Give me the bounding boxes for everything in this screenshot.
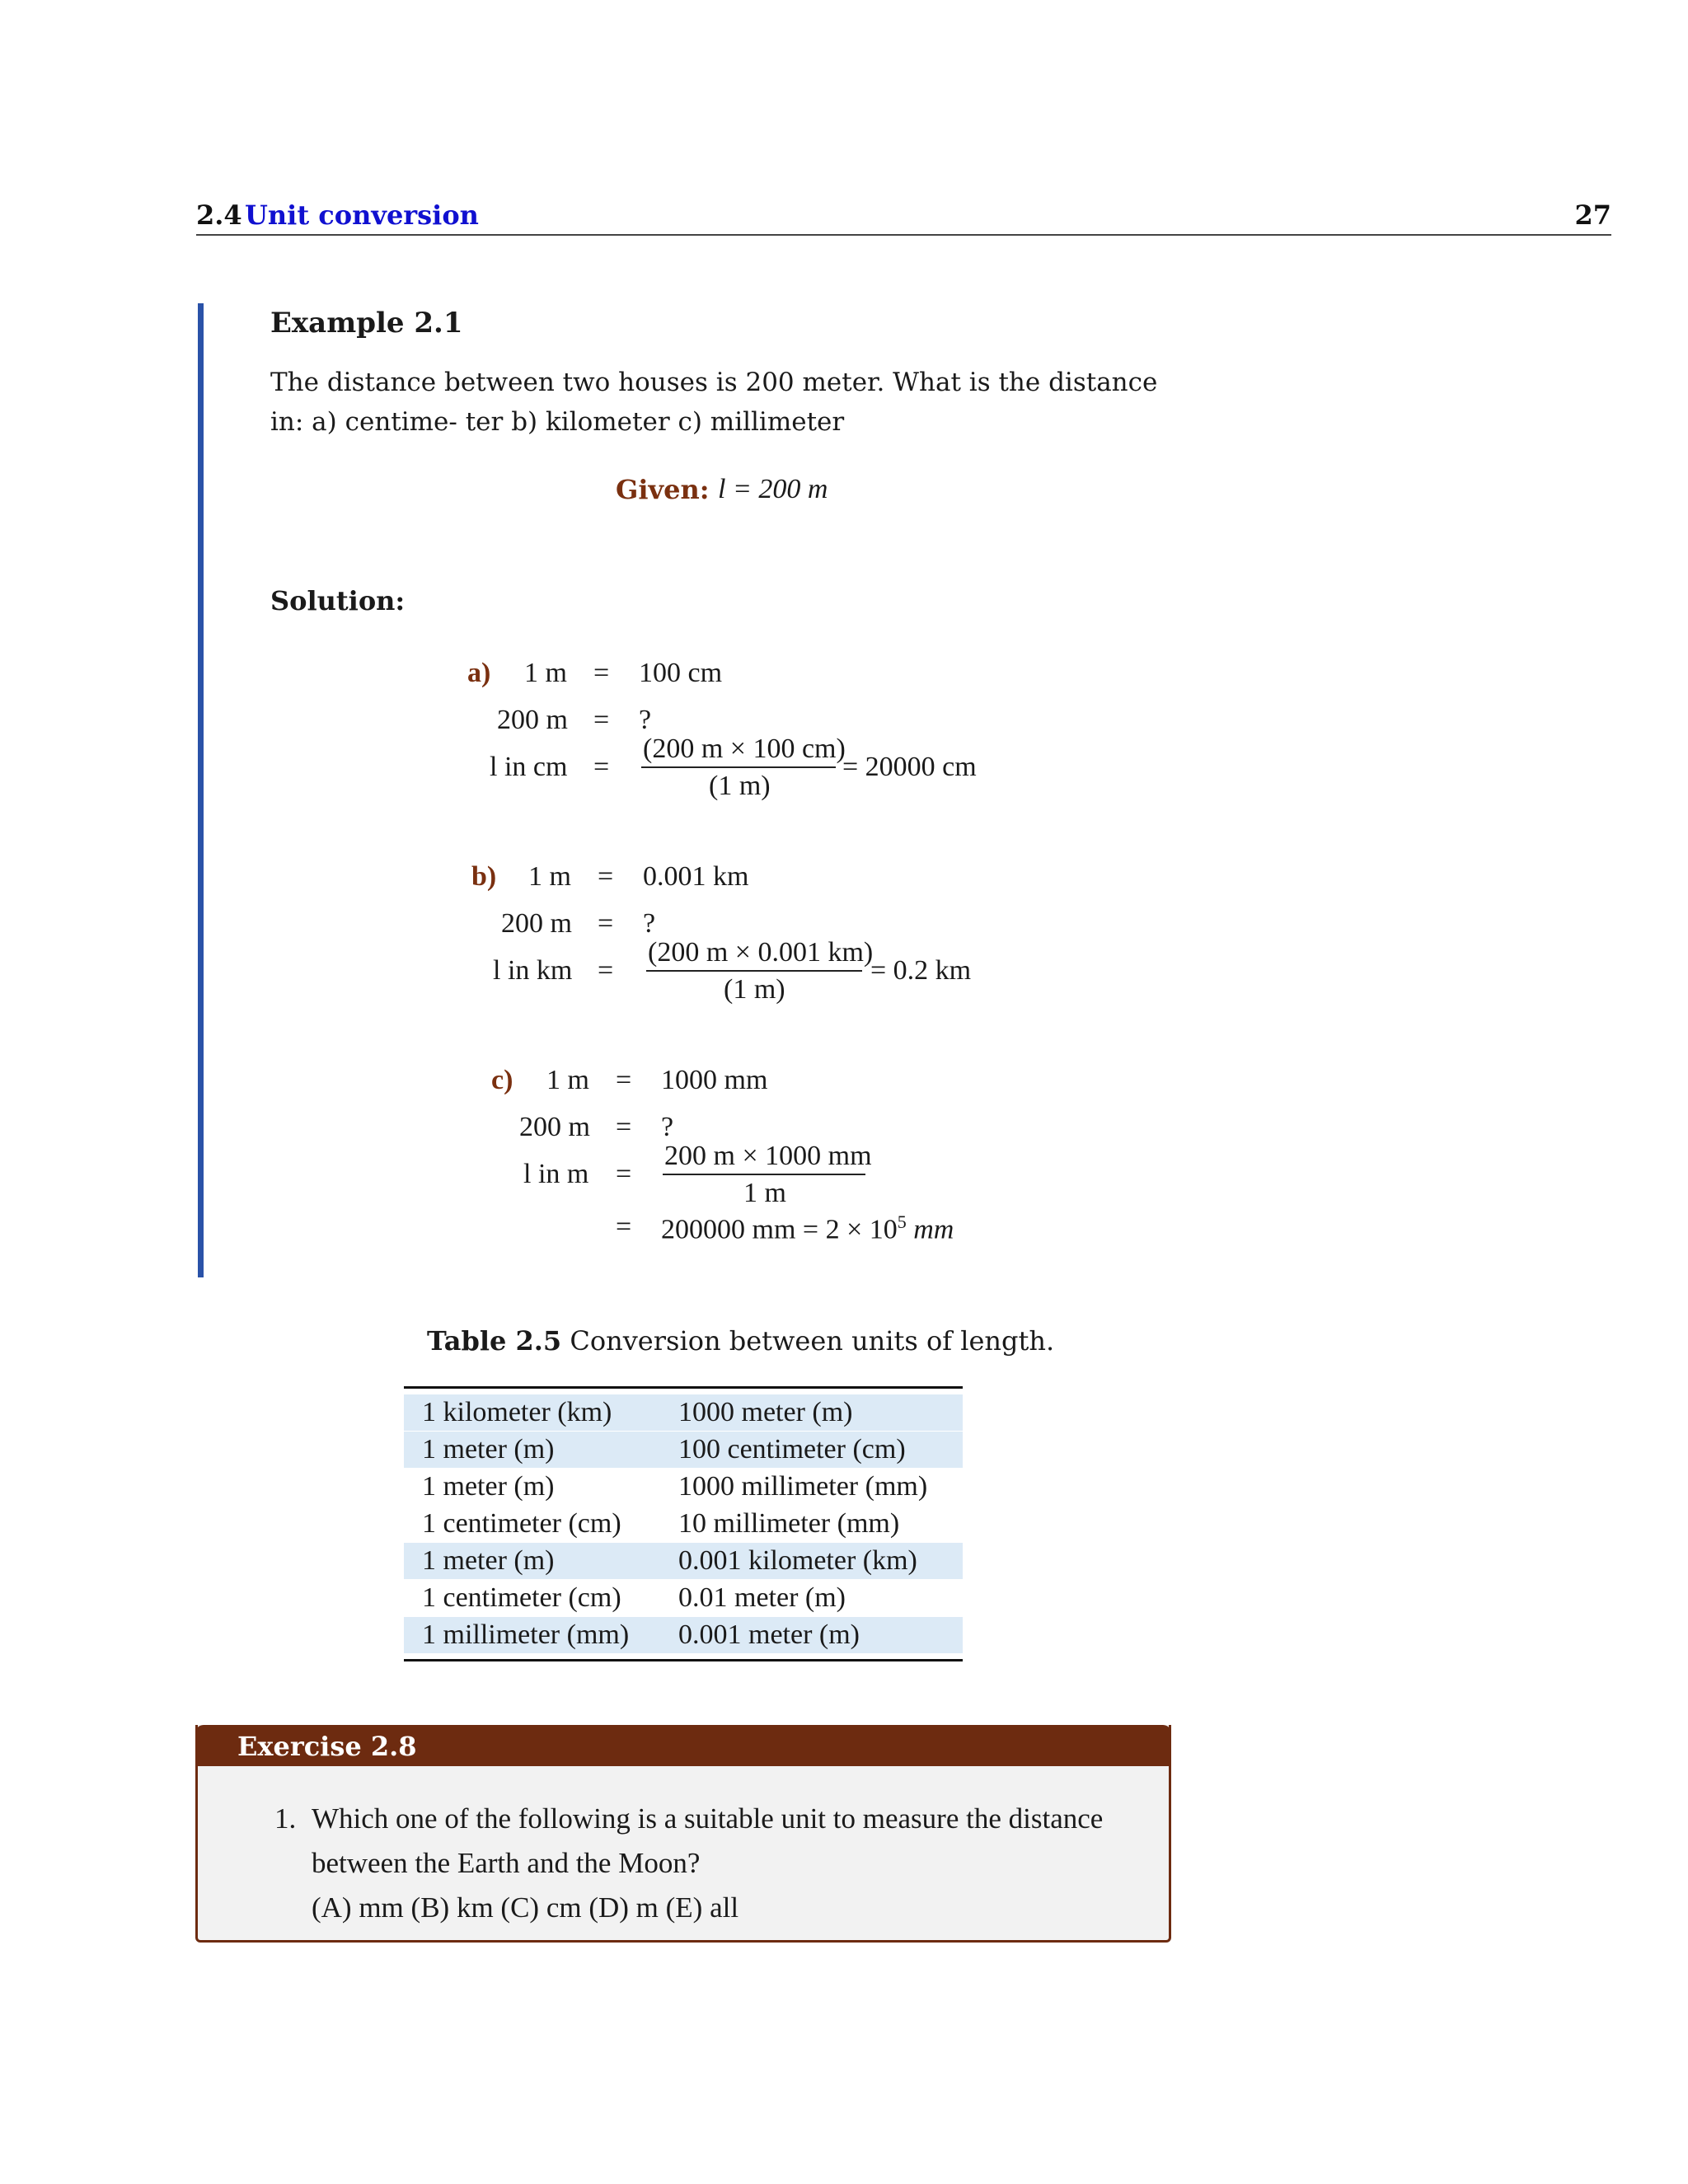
table-cell-to: 1000 meter (m) (678, 1397, 853, 1427)
fraction-bar (646, 970, 862, 972)
part-a-r2-lhs: 200 m (497, 705, 568, 735)
table-row (404, 1506, 963, 1542)
part-a-r2-rhs: ? (639, 705, 652, 735)
equals-sign: = (616, 1065, 632, 1095)
part-c-final-value: 200000 mm = 2 × 10 (661, 1214, 898, 1245)
table-cell-to: 0.001 kilometer (km) (678, 1545, 917, 1576)
part-b-label: b) (471, 861, 497, 892)
table-cell-from: 1 meter (m) (422, 1545, 555, 1576)
equals-sign: = (616, 1112, 632, 1142)
question-line-2: between the Earth and the Moon? (312, 1847, 701, 1879)
part-a-denominator: (1 m) (709, 771, 771, 801)
table-cell-to: 0.01 meter (m) (678, 1582, 846, 1613)
fraction-bar (663, 1174, 865, 1175)
exponent: 5 (897, 1212, 907, 1232)
part-a-label: a) (467, 658, 491, 688)
part-b-r1-lhs: 1 m (528, 861, 571, 892)
table-row (404, 1580, 963, 1616)
part-b-r2-rhs: ? (643, 908, 656, 939)
header-rule (196, 234, 1611, 236)
table-cell-from: 1 centimeter (cm) (422, 1508, 621, 1539)
table-caption-label: Table 2.5 (427, 1325, 562, 1357)
page-number: 27 (1574, 199, 1611, 231)
exercise-question-1 (274, 1797, 1148, 1937)
table-row (404, 1432, 963, 1468)
section-number: 2.4 (196, 199, 242, 231)
given-label: Given: (616, 474, 710, 505)
part-b-r1-rhs: 0.001 km (643, 861, 749, 892)
table-row (404, 1543, 963, 1579)
part-c-r1-lhs: 1 m (546, 1065, 589, 1095)
part-c-denominator: 1 m (743, 1178, 786, 1208)
equals-sign: = (598, 908, 614, 939)
table-cell-to: 10 millimeter (mm) (678, 1508, 900, 1539)
table-cell-to: 0.001 meter (m) (678, 1619, 860, 1650)
table-row (404, 1469, 963, 1505)
part-c-final-unit: mm (913, 1214, 954, 1245)
equals-sign: = (593, 752, 610, 782)
exercise-title: Exercise 2.8 (237, 1731, 417, 1762)
part-b-result: = 0.2 km (870, 955, 972, 986)
part-b-denominator: (1 m) (724, 974, 785, 1005)
question-number: 1. (274, 1802, 297, 1835)
part-a-result: = 20000 cm (842, 752, 977, 782)
part-c-r2-lhs: 200 m (519, 1112, 590, 1142)
equals-sign: = (593, 658, 610, 688)
table-row (404, 1617, 963, 1653)
table-cell-to: 100 centimeter (cm) (678, 1434, 906, 1465)
table-cell-from: 1 kilometer (km) (422, 1397, 612, 1427)
example-problem-text: The distance between two houses is 200 meter. What is the distance in: a) centime- ter b) kilometer c) millimeter (270, 368, 1158, 437)
table-cell-from: 1 meter (m) (422, 1471, 555, 1502)
table-cell-to: 1000 millimeter (mm) (678, 1471, 928, 1502)
question-body (312, 1797, 1152, 1930)
part-c-label: c) (491, 1065, 513, 1095)
table-caption-text: Conversion between units of length. (561, 1325, 1055, 1357)
equals-sign: = (598, 861, 614, 892)
equals-sign: = (616, 1159, 632, 1189)
equals-sign: = (616, 1212, 632, 1242)
equals-sign: = (593, 705, 610, 735)
section-title[interactable]: Unit conversion (245, 199, 479, 231)
table-cell-from: 1 centimeter (cm) (422, 1582, 621, 1613)
table-cell-from: 1 millimeter (mm) (422, 1619, 630, 1650)
question-options: (A) mm (B) km (C) cm (D) m (E) all (312, 1891, 739, 1924)
table-row (404, 1394, 963, 1431)
table-cell-from: 1 meter (m) (422, 1434, 555, 1465)
example-title: Example 2.1 (270, 307, 463, 340)
part-c-numerator: 200 m × 1000 mm (664, 1141, 872, 1171)
part-b-r2-lhs: 200 m (501, 908, 572, 939)
part-b-r3-lhs: l in km (493, 955, 573, 986)
given-value: l = 200 m (718, 474, 828, 504)
example-sidebar (198, 303, 204, 1277)
part-b-numerator: (200 m × 0.001 km) (648, 937, 874, 968)
part-a-r1-lhs: 1 m (524, 658, 567, 688)
part-c-r1-rhs: 1000 mm (661, 1065, 768, 1095)
part-a-numerator: (200 m × 100 cm) (643, 733, 846, 764)
part-a-r3-lhs: l in cm (490, 752, 568, 782)
part-c-r3-lhs: l in m (523, 1159, 589, 1189)
table-top-rule (404, 1386, 963, 1389)
table-bottom-rule (404, 1659, 963, 1661)
part-c-final (661, 1212, 954, 1245)
part-a-r1-rhs: 100 cm (639, 658, 723, 688)
solution-label: Solution: (270, 585, 406, 616)
equals-sign: = (598, 955, 614, 986)
part-c-r2-rhs: ? (661, 1112, 674, 1142)
question-line-1: Which one of the following is a suitable unit to measure the distance (312, 1802, 1104, 1835)
table-caption (427, 1325, 1054, 1357)
fraction-bar (641, 766, 836, 768)
